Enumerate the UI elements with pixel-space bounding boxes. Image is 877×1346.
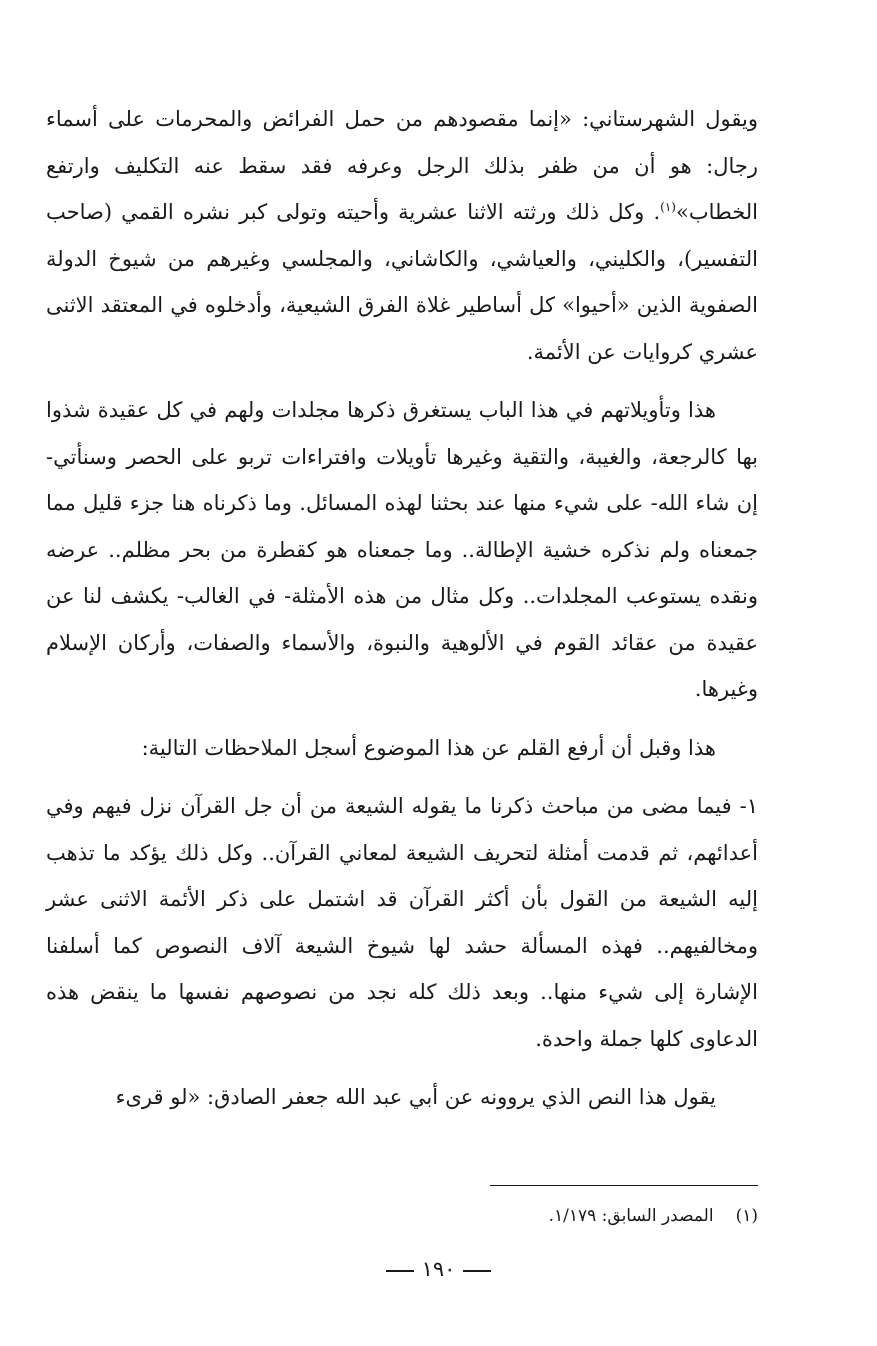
footnote-reference[interactable]: (١) <box>660 200 676 214</box>
numbered-paragraph: ١- فيما مضى من مباحث ذكرنا ما يقوله الشيعة من أن جل القرآن نزل فيهم وفي أعدائهم، ثم قدمت أمثلة لتحريف الشيعة لمعاني القرآن.. وكل ذلك يؤكد ما تذهب إليه الشيعة من القول بأن أكثر القرآن قد اشتمل على ذكر الأئمة الاثنى عشر ومخالفيهم.. فهذه المسألة حشد لها شيوخ الشيعة آلاف النصوص كما أسلفنا الإشارة إلى شيء منها.. وبعد ذلك كله نجد من نصوصهم نفسها ما ينقض هذه الدعاوى كلها جملة واحدة. <box>46 794 758 1051</box>
page-number: ١٩٠ <box>421 1257 456 1281</box>
paragraph: هذا وتأويلاتهم في هذا الباب يستغرق ذكرها مجلدات ولهم في كل عقيدة شذوا بها كالرجعة، والغيبة، والتقية وغيرها تأويلات وافتراءات تربو على الحصر وسنأتي- إن شاء الله- على شيء منها عند بحثنا لهذه المسائل. وما ذكرناه هنا جزء قليل مما جمعناه ولم نذكره خشية الإطالة.. وما جمعناه هو كقطرة من بحر مظلم.. عرضه ونقده يستوعب المجلدات.. وكل مثال من هذه الأمثلة- في الغالب- يكشف لنا عن عقيدة من عقائد القوم في الألوهية والنبوة، والأسماء والصفات، وأركان الإسلام وغيرها. <box>46 398 758 701</box>
footnote-number: (١) <box>735 1206 758 1226</box>
footnote-separator <box>490 1185 758 1186</box>
footnote <box>158 1203 758 1229</box>
paragraph: يقول هذا النص الذي يروونه عن أبي عبد الله جعفر الصادق: «لو قرىء <box>115 1085 716 1109</box>
paragraph-text: ويقول الشهرستاني: «إنما مقصودهم من حمل الفرائض والمحرمات على أسماء رجال: هو أن من ظفر بذلك الرجل وعرفه فقد سقط عنه التكليف وارتفع الخطاب» <box>46 107 758 224</box>
page-number-dash <box>463 1270 491 1272</box>
page-number-dash <box>386 1270 414 1272</box>
paragraph: هذا وقبل أن أرفع القلم عن هذا الموضوع أسجل الملاحظات التالية: <box>141 735 716 760</box>
body-text <box>46 96 758 1133</box>
paragraph <box>46 96 758 375</box>
paragraph-text: . وكل ذلك ورثته الاثنا عشرية وأحيته وتولى كبر نشره القمي (صاحب التفسير)، والكليني، والعياشي، والكاشاني، والمجلسي وغيرهم من شيوخ الدولة الصفوية الذين «أحيوا» كل أساطير غلاة الفرق الشيعية، وأدخلوه في المعتقد الاثنى عشري كروايات عن الأئمة. <box>46 200 758 364</box>
footnote-text: المصدر السابق: ١/١٧٩. <box>548 1206 714 1226</box>
page-number-row <box>0 1257 877 1281</box>
